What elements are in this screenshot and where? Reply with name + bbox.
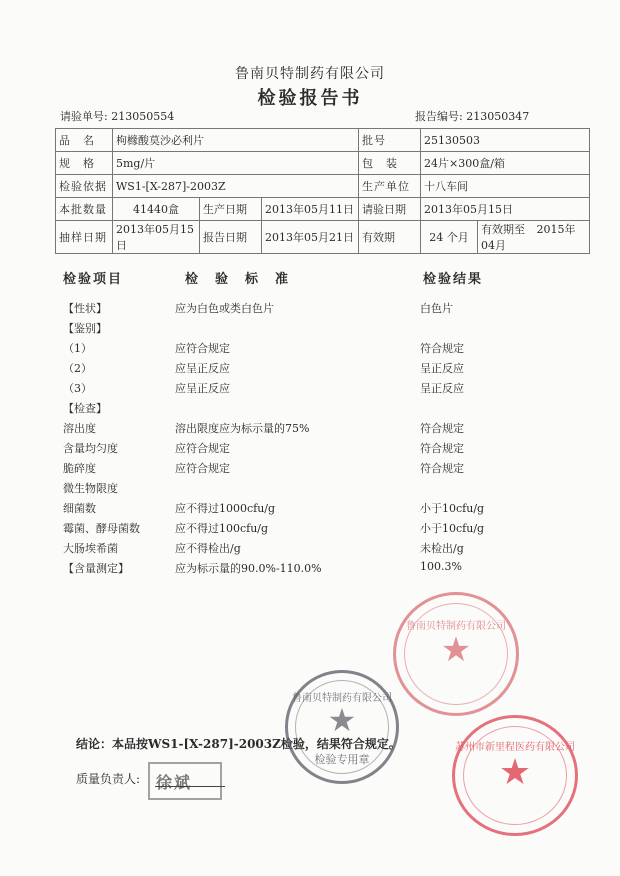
report-date-label: 报告日期 xyxy=(200,221,262,254)
result-value: 符合规定 xyxy=(420,462,464,475)
expiry-cell xyxy=(478,221,590,254)
result-standard: 应不得过1000cfu/g xyxy=(175,502,276,515)
document-title: 检验报告书 xyxy=(257,88,363,109)
result-value: 呈正反应 xyxy=(420,362,464,375)
conclusion: 结论：本品按WS1-[X-287]-2003Z检验，结果符合规定。 xyxy=(76,737,401,751)
basis-value: WS1-[X-287]-2003Z xyxy=(113,175,359,198)
result-item: 霉菌、酵母菌数 xyxy=(63,522,140,535)
expiry-value: 2015年04月 xyxy=(481,223,576,252)
batch-value: 25130503 xyxy=(421,129,590,152)
star-icon: ★ xyxy=(327,701,357,739)
product-value: 枸橼酸莫沙必利片 xyxy=(113,129,359,152)
result-standard: 应为白色或类白色片 xyxy=(175,302,274,315)
result-standard: 溶出限度应为标示量的75% xyxy=(175,422,310,435)
result-standard: 应不得过100cfu/g xyxy=(175,522,269,535)
inspection-seal xyxy=(285,670,399,784)
result-standard: 应为标示量的90.0%-110.0% xyxy=(175,562,322,575)
result-item: 含量均匀度 xyxy=(63,442,118,455)
sample-date-label: 抽样日期 xyxy=(56,221,113,254)
result-value: 符合规定 xyxy=(420,422,464,435)
result-standard: 应不得检出/g xyxy=(175,542,241,555)
report-date-value: 2013年05月21日 xyxy=(262,221,359,254)
basis-label: 检验依据 xyxy=(56,175,113,198)
distributor-seal xyxy=(452,715,578,836)
signature-text: 徐斌 xyxy=(156,773,193,792)
result-item: 大肠埃希菌 xyxy=(63,542,118,555)
result-item: （1） xyxy=(63,342,92,355)
result-standard: 应符合规定 xyxy=(175,462,230,475)
report-number: 报告编号: 213050347 xyxy=(415,110,530,123)
validity-value: 24 个月 xyxy=(421,221,478,254)
company-name: 鲁南贝特制药有限公司 xyxy=(235,66,385,82)
spec-value: 5mg/片 xyxy=(113,152,359,175)
inspection-seal-text: 鲁南贝特制药有限公司 xyxy=(292,693,392,704)
result-value: 小于10cfu/g xyxy=(420,502,485,515)
results-header-result: 检验结果 xyxy=(423,272,484,287)
result-value: 符合规定 xyxy=(420,342,464,355)
request-date-label: 请验日期 xyxy=(359,198,421,221)
production-date-value: 2013年05月11日 xyxy=(262,198,359,221)
result-item: 细菌数 xyxy=(63,502,96,515)
unit-value: 十八车间 xyxy=(421,175,590,198)
result-item: 微生物限度 xyxy=(63,482,118,495)
result-standard: 应呈正反应 xyxy=(175,362,230,375)
result-standard: 应呈正反应 xyxy=(175,382,230,395)
result-value: 未检出/g xyxy=(420,542,464,555)
result-standard: 应符合规定 xyxy=(175,442,230,455)
product-label: 品 名 xyxy=(56,129,113,152)
result-item: 【检查】 xyxy=(63,402,107,415)
result-value: 呈正反应 xyxy=(420,382,464,395)
quantity-value: 41440盒 xyxy=(113,198,200,221)
signature-stamp xyxy=(148,762,222,800)
result-value: 白色片 xyxy=(420,302,453,315)
unit-label: 生产单位 xyxy=(359,175,421,198)
request-number: 请验单号: 213050554 xyxy=(60,110,175,123)
production-date-label: 生产日期 xyxy=(200,198,262,221)
result-value: 符合规定 xyxy=(420,442,464,455)
spec-label: 规 格 xyxy=(56,152,113,175)
request-date-value: 2013年05月15日 xyxy=(421,198,590,221)
result-item: 溶出度 xyxy=(63,422,96,435)
expiry-label: 有效期至 xyxy=(481,223,525,236)
results-header-standard: 检 验 标 准 xyxy=(185,272,291,287)
qa-label: 质量负责人: xyxy=(76,772,141,786)
package-label: 包 装 xyxy=(359,152,421,175)
result-item: （2） xyxy=(63,362,92,375)
validity-label: 有效期 xyxy=(359,221,421,254)
results-header-item: 检验项目 xyxy=(63,272,124,287)
sample-date-value: 2013年05月15日 xyxy=(113,221,200,254)
package-value: 24片×300盒/箱 xyxy=(421,152,590,175)
quantity-label: 本批数量 xyxy=(56,198,113,221)
result-value: 100.3% xyxy=(420,560,462,573)
result-value: 小于10cfu/g xyxy=(420,522,485,535)
inspection-seal-label: 检验专用章 xyxy=(314,753,370,766)
distributor-seal-text: 苏州市新里程医药有限公司 xyxy=(455,742,575,753)
result-standard: 应符合规定 xyxy=(175,342,230,355)
star-icon: ★ xyxy=(440,630,472,670)
result-item: 脆碎度 xyxy=(63,462,96,475)
result-item: （3） xyxy=(63,382,92,395)
star-icon: ★ xyxy=(498,752,532,793)
result-item: 【含量测定】 xyxy=(63,562,129,575)
batch-label: 批号 xyxy=(359,129,421,152)
company-seal-text: 鲁南贝特制药有限公司 xyxy=(406,621,506,632)
result-item: 【性状】 xyxy=(63,302,107,315)
result-item: 【鉴别】 xyxy=(63,322,107,335)
product-info-table xyxy=(55,128,590,254)
company-seal xyxy=(393,592,519,716)
